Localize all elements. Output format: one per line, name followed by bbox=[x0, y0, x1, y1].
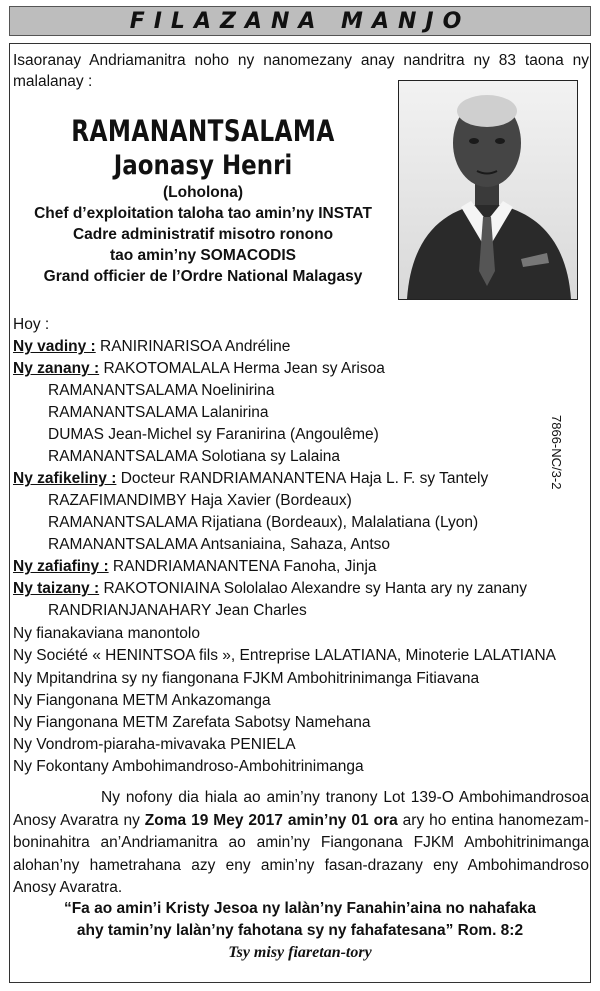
other-mourner: Ny Vondrom-piaraha-mivavaka PENIELA bbox=[13, 736, 296, 753]
family-group-spouse bbox=[13, 336, 290, 357]
bible-quote-line: “Fa ao amin’i Kristy Jesoa ny lalàn’ny Fanahin’aina no nahafaka bbox=[63, 900, 537, 917]
intro-text: Isaoranay Andriamanitra noho ny nanomezany anay nandritra ny 83 taona ny malalanay : bbox=[13, 52, 589, 90]
group-first-member: RANDRIAMANANTENA Fanoha, Jinja bbox=[112, 558, 377, 575]
other-mourner: Ny Fiangonana METM Ankazomanga bbox=[13, 692, 271, 709]
funeral-date: Zoma 19 Mey 2017 amin’ny 01 ora bbox=[144, 811, 398, 829]
deceased-title: Chef d’exploitation taloha tao amin’ny INSTAT bbox=[34, 205, 372, 222]
family-member: RAMANANTSALAMA Noelinirina bbox=[48, 382, 275, 399]
family-member: RAMANANTSALAMA Solotiana sy Lalaina bbox=[48, 448, 341, 465]
deceased-title: Grand officier de l’Ordre National Malagasy bbox=[43, 268, 363, 285]
closing-line: Tsy misy fiaretan-tory bbox=[228, 944, 372, 961]
family-intro: Hoy : bbox=[13, 316, 50, 333]
other-mourner: Ny Fokontany Ambohimandroso-Ambohitrinimanga bbox=[13, 758, 364, 775]
other-mourner: Ny Société « HENINTSOA fils », Entreprise LALATIANA, Minoterie LALATIANA bbox=[13, 647, 556, 664]
family-member: RAZAFIMANDIMBY Haja Xavier (Bordeaux) bbox=[48, 492, 352, 509]
group-first-member: RAKOTONIAINA Sololalao Alexandre sy Hanta ary ny zanany bbox=[103, 580, 528, 597]
deceased-title: tao amin’ny SOMACODIS bbox=[109, 247, 297, 264]
other-mourner: Ny Fiangonana METM Zarefata Sabotsy Namehana bbox=[13, 714, 371, 731]
reference-code: 7866-NC/3-2 bbox=[549, 415, 564, 490]
family-member: RAMANANTSALAMA Rijatiana (Bordeaux), Malalatiana (Lyon) bbox=[48, 514, 479, 531]
funeral-text-after: ary ho entina hanomezam-boninahitra an’Andriamanitra ao amin’ny Fiangonana FJKM Ambohitrinimanga alohan’ny hametrahana azy eny amin’ny fasan-drazany eny Ambohimandroso Anosy Avaratra. bbox=[13, 811, 590, 896]
family-member: RAMANANTSALAMA Antsaniaina, Sahaza, Antso bbox=[48, 536, 391, 553]
bible-quote-line: ahy tamin’ny lalàn’ny fahotana sy ny fahafatesana” Rom. 8:2 bbox=[76, 922, 524, 939]
group-first-member: RANIRINARISOA Andréline bbox=[100, 338, 291, 355]
other-mourner: Ny Mpitandrina sy ny fiangonana FJKM Ambohitrinimanga Fitiavana bbox=[13, 670, 480, 687]
portrait-photo bbox=[398, 80, 578, 300]
header-title: FILAZANA MANJO bbox=[129, 8, 471, 34]
other-mourner: Ny fianakaviana manontolo bbox=[13, 625, 200, 642]
deceased-given-names: Jaonasy Henri bbox=[113, 150, 293, 181]
funeral-paragraph bbox=[13, 787, 589, 900]
group-label: Ny zanany : bbox=[13, 360, 100, 377]
family-group-foster-children bbox=[13, 578, 527, 599]
header-banner bbox=[9, 6, 591, 36]
group-label: Ny vadiny : bbox=[13, 338, 96, 355]
group-first-member: RAKOTOMALALA Herma Jean sy Arisoa bbox=[103, 360, 385, 377]
family-member: RAMANANTSALAMA Lalanirina bbox=[48, 404, 269, 421]
family-group-grandchildren bbox=[13, 468, 488, 489]
deceased-title: Cadre administratif misotro ronono bbox=[72, 226, 334, 243]
deceased-surname: RAMANANTSALAMA bbox=[71, 114, 335, 148]
group-label: Ny zafiafiny : bbox=[13, 558, 109, 575]
group-label: Ny zafikeliny : bbox=[13, 470, 117, 487]
family-member: DUMAS Jean-Michel sy Faranirina (Angoulême) bbox=[48, 426, 379, 443]
family-group-great-grandchildren bbox=[13, 556, 377, 577]
group-first-member: Docteur RANDRIAMANANTENA Haja L. F. sy Tantely bbox=[120, 470, 489, 487]
funeral-text-before: Ny nofony dia hiala ao amin’ny tranony Lot 139-O Ambohimandrosoa Anosy Avaratra ny bbox=[13, 789, 589, 829]
deceased-nickname: (Loholona) bbox=[162, 184, 244, 201]
group-label: Ny taizany : bbox=[13, 580, 100, 597]
portrait-image bbox=[399, 81, 577, 299]
family-group-children bbox=[13, 358, 385, 379]
family-member: RANDRIANJANAHARY Jean Charles bbox=[48, 602, 307, 619]
